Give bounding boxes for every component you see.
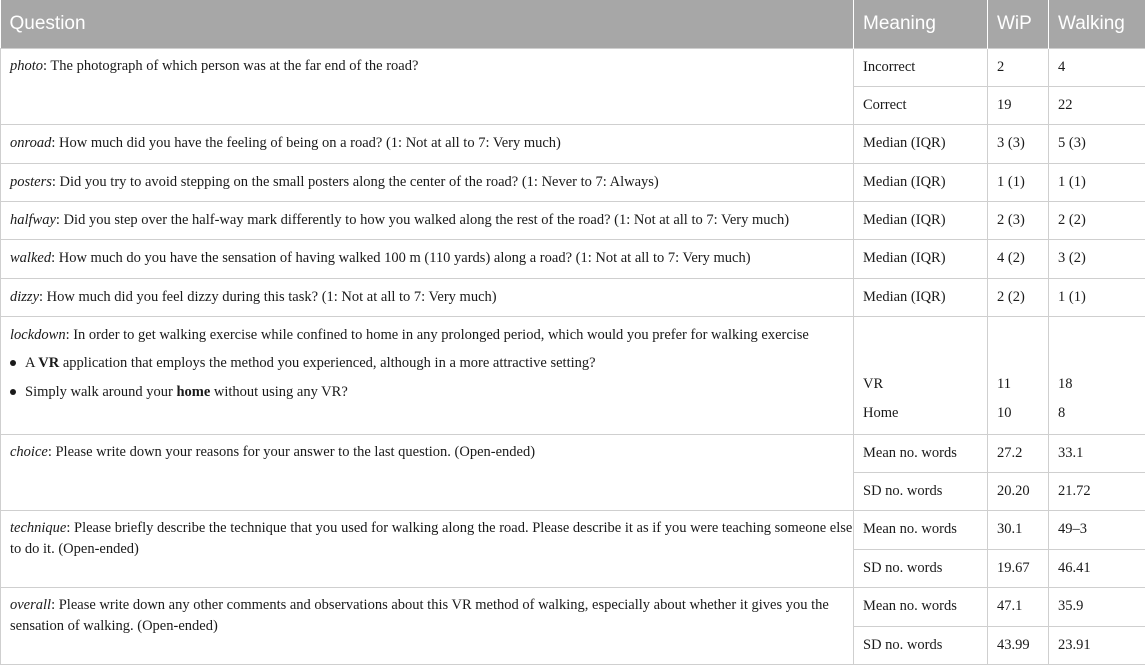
table-row xyxy=(1,163,1145,201)
wip-cell: 1 (1) xyxy=(988,163,1049,201)
meaning-cell: Correct xyxy=(854,86,988,124)
header-row xyxy=(1,0,1145,48)
meaning-vr: VR xyxy=(863,375,884,392)
walking-cell: 23.91 xyxy=(1049,626,1145,664)
bullet-icon xyxy=(10,360,16,366)
meaning-cell: Median (IQR) xyxy=(854,239,988,278)
walking-cell: 49–3 xyxy=(1049,510,1145,549)
walking-cell: 2 (2) xyxy=(1049,201,1145,239)
question-onroad xyxy=(1,124,854,163)
walking-cell: 5 (3) xyxy=(1049,124,1145,163)
walking-cell: 4 xyxy=(1049,48,1145,86)
wip-cell: 3 (3) xyxy=(988,124,1049,163)
question-key: walked xyxy=(10,250,52,266)
table-row xyxy=(1,48,1145,86)
question-key: dizzy xyxy=(10,288,39,305)
question-key: posters xyxy=(10,173,52,190)
question-key: halfway xyxy=(10,211,56,228)
walking-cell: 35.9 xyxy=(1049,587,1145,626)
walking-vr: 18 xyxy=(1058,375,1073,392)
wip-cell: 19.67 xyxy=(988,549,1049,587)
question-text: : Please write down your reasons for your answer to the last question. (Open-ended) xyxy=(47,443,536,460)
table-row xyxy=(1,278,1145,316)
walking-cell: 1 (1) xyxy=(1049,278,1145,316)
header-question: Question xyxy=(1,0,854,48)
question-text: : Please briefly describe the technique that you used for walking along the road. Please describe it as if you were teaching someone else to do it. (Open-ended) xyxy=(10,519,853,557)
wip-cell: 30.1 xyxy=(988,510,1049,549)
table-row xyxy=(1,587,1145,626)
wip-cell: 20.20 xyxy=(988,472,1049,510)
table-row xyxy=(1,201,1145,239)
question-key: lockdown xyxy=(10,326,66,343)
meaning-cell: Incorrect xyxy=(854,48,988,86)
header-meaning: Meaning xyxy=(854,0,988,48)
question-posters xyxy=(1,163,854,201)
meaning-home: Home xyxy=(863,404,899,421)
meaning-cell: Median (IQR) xyxy=(854,124,988,163)
wip-cell: 2 xyxy=(988,48,1049,86)
question-text: : Did you try to avoid stepping on the small posters along the center of the road? (1: Never to 7: Always) xyxy=(51,173,659,190)
meaning-cell: Mean no. words xyxy=(854,587,988,626)
walking-cell: 1 (1) xyxy=(1049,163,1145,201)
question-text: : Did you step over the half-way mark differently to how you walked along the rest of the road? (1: Not at all to 7: Very much) xyxy=(55,211,790,228)
table-row xyxy=(1,239,1145,278)
bullet-icon xyxy=(10,389,16,395)
question-choice xyxy=(1,434,854,510)
wip-cell: 2 (2) xyxy=(988,278,1049,316)
question-photo xyxy=(1,48,854,124)
question-text: : How much do you have the sensation of having walked 100 m (110 yards) along a road? (1: Not at all to 7: Very much) xyxy=(51,250,751,266)
question-key: choice xyxy=(10,443,48,460)
question-overall xyxy=(1,587,854,664)
wip-cell: 4 (2) xyxy=(988,239,1049,278)
walking-cell xyxy=(1049,316,1145,434)
table-row xyxy=(1,124,1145,163)
question-dizzy xyxy=(1,278,854,316)
meaning-cell: Median (IQR) xyxy=(854,163,988,201)
header-walking: Walking xyxy=(1049,0,1145,48)
header-wip: WiP xyxy=(988,0,1049,48)
question-technique xyxy=(1,510,854,587)
question-text: : Please write down any other comments and observations about this VR method of walking, especially about whether it gives you the sensation of walking. (Open-ended) xyxy=(10,596,829,634)
wip-vr: 11 xyxy=(997,375,1011,392)
wip-cell: 47.1 xyxy=(988,587,1049,626)
question-text: : How much did you have the feeling of being on a road? (1: Not at all to 7: Very much) xyxy=(51,135,561,151)
wip-cell: 19 xyxy=(988,86,1049,124)
question-text: : The photograph of which person was at the far end of the road? xyxy=(43,57,419,74)
question-key: overall xyxy=(10,596,52,613)
meaning-cell xyxy=(854,316,988,434)
wip-cell xyxy=(988,316,1049,434)
meaning-cell: Mean no. words xyxy=(854,434,988,472)
meaning-cell: SD no. words xyxy=(854,549,988,587)
question-key: photo xyxy=(10,57,44,74)
meaning-cell: SD no. words xyxy=(854,626,988,664)
table-row xyxy=(1,316,1145,434)
question-walked xyxy=(1,239,854,278)
wip-home: 10 xyxy=(997,404,1012,421)
walking-cell: 21.72 xyxy=(1049,472,1145,510)
option-home: Simply walk around your home without using any VR? xyxy=(10,382,853,403)
walking-cell: 22 xyxy=(1049,86,1145,124)
table-row xyxy=(1,434,1145,472)
meaning-cell: Mean no. words xyxy=(854,510,988,549)
wip-cell: 43.99 xyxy=(988,626,1049,664)
question-key: onroad xyxy=(10,135,52,151)
walking-cell: 33.1 xyxy=(1049,434,1145,472)
wip-cell: 27.2 xyxy=(988,434,1049,472)
question-key: technique xyxy=(10,519,67,536)
question-text: : How much did you feel dizzy during this task? (1: Not at all to 7: Very much) xyxy=(39,288,497,305)
question-lockdown xyxy=(1,316,854,434)
walking-cell: 46.41 xyxy=(1049,549,1145,587)
option-vr: A VR application that employs the method you experienced, although in a more attractive setting? xyxy=(10,353,853,374)
walking-cell: 3 (2) xyxy=(1049,239,1145,278)
question-text: : In order to get walking exercise while confined to home in any prolonged period, which would you prefer for walking exercise xyxy=(65,326,809,343)
table-row xyxy=(1,510,1145,549)
question-halfway xyxy=(1,201,854,239)
meaning-cell: SD no. words xyxy=(854,472,988,510)
meaning-cell: Median (IQR) xyxy=(854,201,988,239)
wip-cell: 2 (3) xyxy=(988,201,1049,239)
walking-home: 8 xyxy=(1058,404,1066,421)
meaning-cell: Median (IQR) xyxy=(854,278,988,316)
